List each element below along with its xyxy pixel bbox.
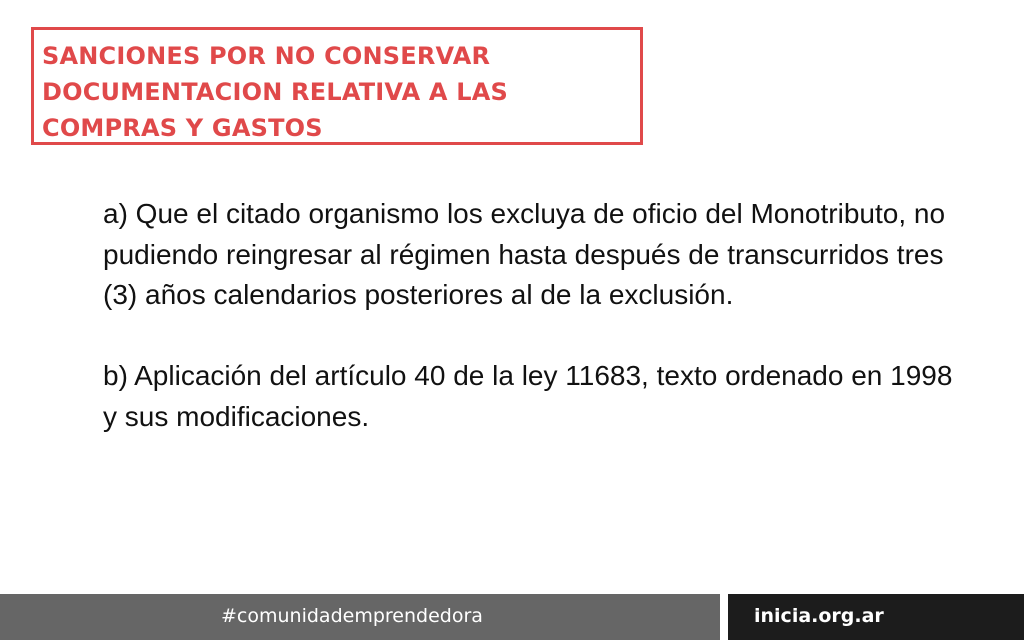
footer-site-label: inicia.org.ar [754,605,884,627]
slide-body [103,194,963,437]
footer-hashtag: #comunidademprendedora [221,605,483,627]
slide-title: SANCIONES POR NO CONSERVAR DOCUMENTACION RELATIVA A LAS COMPRAS Y GASTOS [42,42,508,142]
title-box [31,27,643,145]
footer-site-bar [728,594,1024,640]
paragraph-a: a) Que el citado organismo los excluya de oficio del Monotributo, no pudiendo reingresar al régimen hasta después de transcurridos tres (3) años calendarios posteriores al de la exclusión. [103,198,946,310]
paragraph-b: b) Aplicación del artículo 40 de la ley 11683, texto ordenado en 1998 y sus modificaciones. [103,360,953,432]
footer-hashtag-bar [0,594,720,640]
